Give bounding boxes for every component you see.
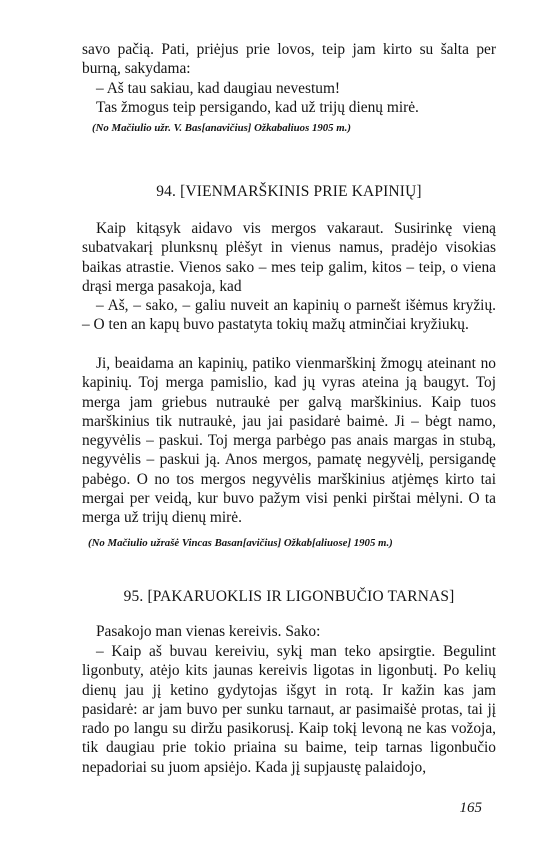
story93-text-end: savo pačią. Pati, priėjus prie lovos, teip jam kirto su šalta per burną, sakydama: xyxy=(82,41,496,78)
story94-paragraph-1: Kaip kitąsyk aidavo vis mergos vakaraut. Susirinkę vieną subatvakarį plunksnų plėšyt in vienus namus, pradėjo visokias baikas atrastie. Vienos sako – mes teip galim, kitos – teip, o viena drąsi merga pasakoja, kad xyxy=(82,220,496,295)
story93-speech xyxy=(82,79,496,98)
story95-heading: 95. [PAKARUOKLIS IR LIGONBUČIO TARNAS] xyxy=(123,588,455,605)
story94-source-note: (No Mačiulio užrašė Vincas Basan[avičius] Ožkab[aliuose] 1905 m.) xyxy=(88,537,393,549)
page-number: 165 xyxy=(459,800,482,816)
story93-speech-text: – Aš tau sakiau, kad daugiau nevestum! xyxy=(96,80,341,97)
story95-paragraph-1: Pasakojo man vienas kereivis. Sako: xyxy=(96,623,321,640)
story93-ending: Tas žmogus teip persigando, kad už trijų dienų mirė. xyxy=(96,99,419,116)
story94-paragraph-3: Ji, beaidama an kapinių, patiko vienmarškinį žmogų ateinant no kapinių. Toj merga pamislio, kad jų vyras ateina ją baugyt. Toj merga jam griebus nutraukė per galvą marškinius. Kaip tuos marškinius tik nutraukė, jau jai pasidarė baimė. Ji – bėgt namo, negyvėlis – paskui. Toj merga parbėgo pas anais margas in stubą, negyvėlis – paskui ją. Anos mergos, pamatę negyvėlį, persigandę pabėgo. O no tos mergos negyvėlis marškinius atjėmęs kirto tai mergai per veidą, kur buvo pažym visi penki pirštai mėlyni. O ta merga už trijų dienų mirė. xyxy=(82,355,496,527)
story93-source-note: (No Mačiulio užr. V. Bas[anavičius] Ožkabaliuos 1905 m.) xyxy=(92,122,351,134)
story94-paragraph-2: – Aš, – sako, – galiu nuveit an kapinių o parnešt išėmus kryžių. – O ten an kapų buvo pastatyta tokių mažų atminčiai kryžiukų. xyxy=(82,297,496,334)
story94-heading: 94. [VIENMARŠKINIS PRIE KAPINIŲ] xyxy=(156,183,422,200)
story95-paragraph-2: – Kaip aš buvau kereiviu, sykį man teko apsirgtie. Begulint ligonbuty, atėjo kits jaunas kereivis ligotas in ligonbutį. Po kelių dienų jau jį ketino gydytojas išgyt in rotą. Ir kažin kas jam pasidarė: ar jam buvo per sunku tarnaut, ar pasimaišė protas, tai jį rado po langu su diržu pasikorusį. Kaip tokį levoną ne kas vožoja, tik daugiau prie tokio priaina su baime, teip tarnas ligonbučio nepadoriai su juom apsiėjo. Kada jį supjaustę palaidojo, xyxy=(82,643,496,776)
